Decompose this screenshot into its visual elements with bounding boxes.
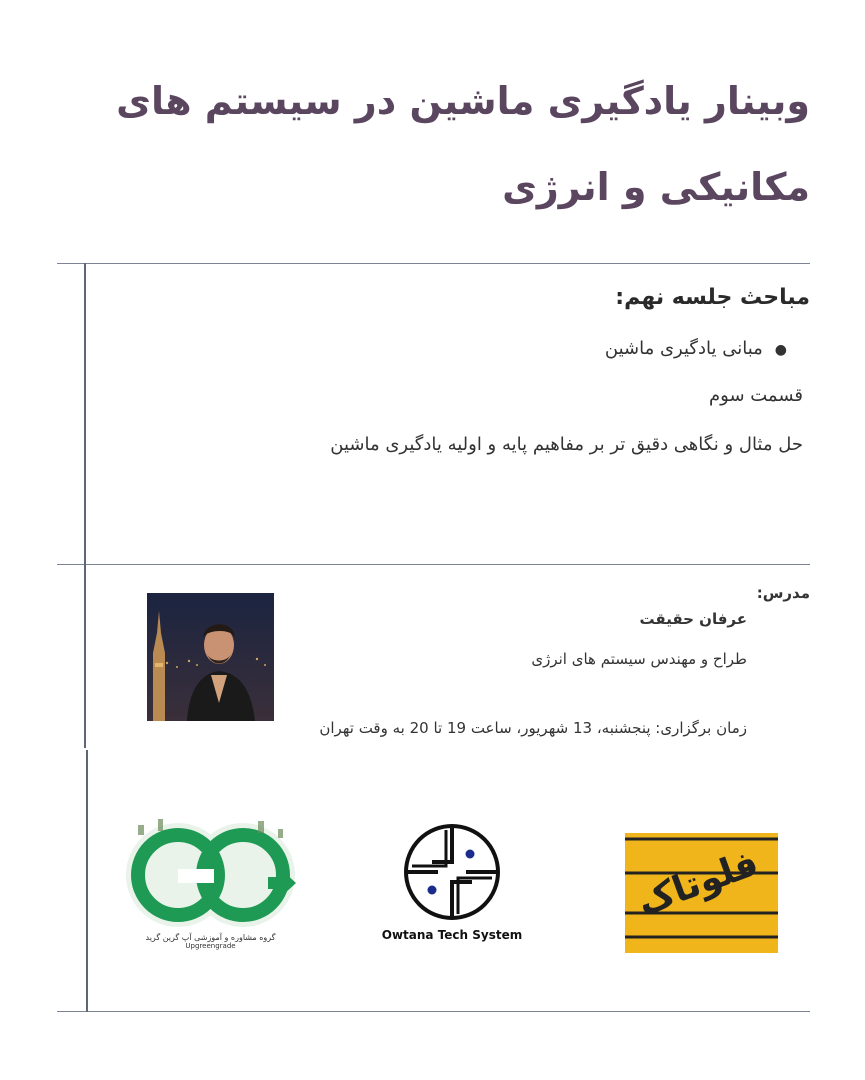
- instructor-role: طراح و مهندس سیستم های انرژی: [531, 650, 747, 668]
- flotak-mark: فلوتاک: [632, 842, 764, 924]
- owtana-logo: [372, 820, 532, 950]
- session-heading: مباحث جلسه نهم:: [615, 285, 810, 310]
- session-description: حل مثال و نگاهی دقیق تر بر مفاهیم پایه و اولیه یادگیری ماشین: [330, 434, 803, 455]
- instructor-photo: [147, 593, 274, 721]
- upgreengrade-caption: گروه مشاوره و آموزشی آپ گرین گرید: [145, 933, 276, 942]
- bullet-icon: ●: [774, 342, 787, 358]
- upgreengrade-caption-en: Upgreengrade: [185, 942, 236, 950]
- upgreengrade-logo: [118, 815, 303, 950]
- divider-bottom: [57, 1011, 810, 1012]
- schedule-text: زمان برگزاری: پنجشنبه، 13 شهریور، ساعت 19 تا 20 به وقت تهران: [319, 719, 747, 737]
- vertical-rule-upper: [84, 263, 86, 748]
- owtana-name: Owtana Tech System: [381, 928, 523, 942]
- divider-middle: [57, 564, 810, 565]
- session-part: قسمت سوم: [709, 385, 803, 406]
- page-title: وبینار یادگیری ماشین در سیستم های مکانیکی و انرژی: [116, 79, 810, 209]
- flotak-logo: [625, 833, 778, 953]
- divider-top: [57, 263, 810, 264]
- topic-bullet-label: مبانی یادگیری ماشین: [604, 338, 763, 359]
- instructor-name: عرفان حقیقت: [639, 610, 747, 628]
- instructor-label: مدرس:: [756, 584, 810, 602]
- vertical-rule-lower: [86, 750, 88, 1012]
- owtana-emblem-icon: [372, 820, 532, 928]
- topic-bullet-item: [605, 338, 787, 359]
- upgreengrade-emblem-icon: [118, 815, 303, 933]
